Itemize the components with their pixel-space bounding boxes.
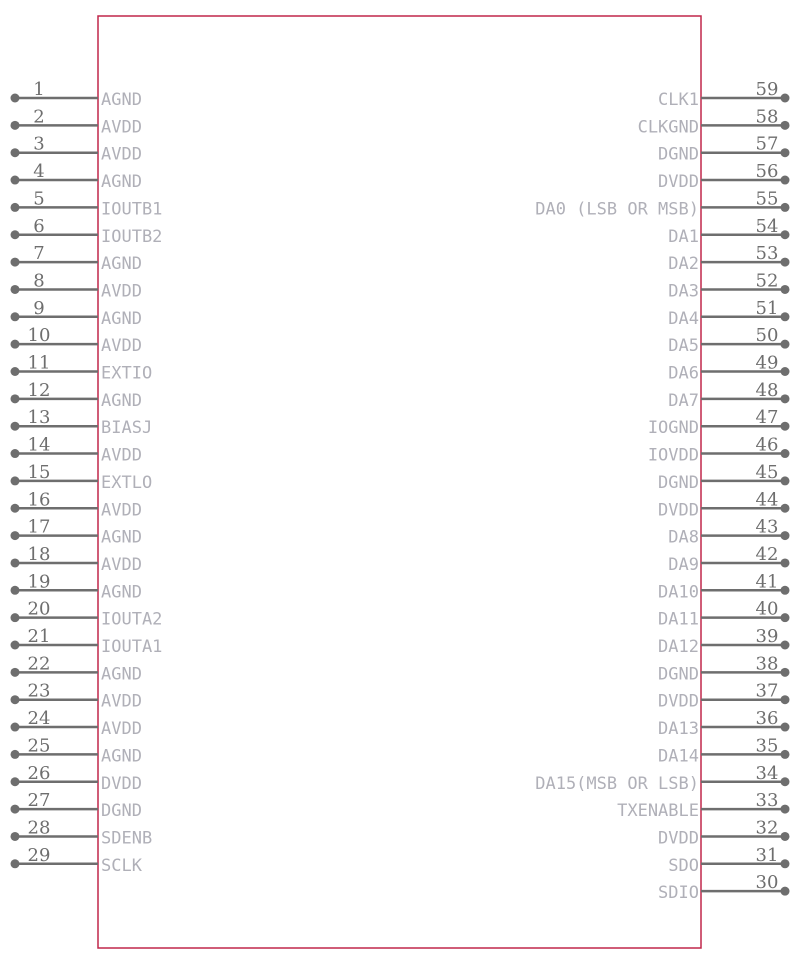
pin-terminal [781, 422, 790, 431]
pin-right-37 [658, 681, 789, 712]
pin-terminal [781, 668, 790, 677]
pin-right-31 [668, 845, 789, 876]
pin-left-3 [11, 134, 142, 165]
pin-terminal [781, 285, 790, 294]
pin-terminal [781, 695, 790, 704]
pin-left-6 [11, 216, 163, 247]
pin-number: 17 [27, 516, 51, 538]
pin-number: 21 [27, 626, 51, 647]
pin-number: 27 [27, 790, 51, 812]
pin-name: IOUTB2 [101, 226, 163, 247]
pin-name: AVDD [101, 691, 142, 712]
pin-terminal [781, 750, 790, 759]
pin-number: 32 [755, 817, 779, 839]
pin-terminal [781, 476, 790, 485]
pin-number: 18 [27, 543, 51, 565]
pin-terminal [11, 203, 20, 212]
pin-name: AGND [101, 746, 142, 767]
pin-number: 15 [27, 461, 51, 483]
pin-terminal [781, 94, 790, 103]
pin-left-21 [11, 626, 163, 657]
pin-name: DA6 [668, 363, 699, 384]
pin-name: DA9 [668, 554, 699, 575]
pin-name: IOUTA1 [101, 637, 163, 657]
pin-terminal [11, 258, 20, 267]
pin-left-5 [11, 188, 163, 219]
pin-name: IOUTB1 [101, 199, 163, 220]
pin-name: AVDD [101, 445, 142, 466]
pin-name: SDIO [658, 883, 699, 904]
pin-name: DVDD [658, 828, 699, 849]
pin-left-1 [11, 79, 142, 110]
pin-terminal [781, 394, 790, 403]
pin-name: DA12 [658, 637, 699, 657]
pin-number: 49 [755, 352, 779, 374]
pin-left-8 [11, 270, 142, 301]
pin-name: DA14 [658, 746, 699, 767]
pin-terminal [11, 695, 20, 704]
pin-right-43 [668, 517, 789, 548]
pin-number: 9 [33, 297, 45, 319]
pin-name: DGND [101, 801, 142, 822]
pin-name: AGND [101, 582, 142, 603]
pin-right-57 [658, 134, 789, 165]
pin-terminal [11, 750, 20, 759]
pin-name: AGND [101, 254, 142, 275]
pin-number: 33 [755, 790, 779, 812]
pin-name: SDENB [101, 828, 153, 849]
pin-terminal [781, 258, 790, 267]
pin-name: AVDD [101, 500, 142, 521]
pin-name: DA10 [658, 582, 699, 603]
pin-right-36 [658, 708, 789, 739]
pin-number: 56 [755, 161, 779, 183]
pin-name: EXTIO [101, 363, 153, 384]
pin-right-30 [658, 872, 789, 903]
pin-terminal [11, 859, 20, 868]
pin-number: 26 [27, 762, 51, 784]
pin-right-56 [658, 161, 789, 192]
pin-terminal [781, 449, 790, 458]
pin-right-51 [668, 298, 789, 329]
pin-left-4 [11, 161, 142, 192]
pin-number: 55 [755, 188, 779, 210]
pin-name: AGND [101, 390, 142, 411]
pin-left-9 [11, 298, 142, 329]
pin-name: AGND [101, 90, 142, 110]
pin-terminal [781, 203, 790, 212]
pin-terminal [781, 613, 790, 622]
pin-right-40 [658, 599, 789, 630]
pin-number: 53 [755, 243, 779, 265]
pin-name: DVDD [658, 172, 699, 193]
pin-name: DA11 [658, 609, 699, 630]
pin-terminal [781, 531, 790, 540]
pin-number: 22 [27, 653, 51, 675]
pin-terminal [781, 148, 790, 157]
pin-name: AVDD [101, 144, 142, 165]
pin-terminal [11, 230, 20, 239]
pin-left-14 [11, 435, 142, 466]
pin-name: SCLK [101, 855, 142, 876]
pin-number: 20 [27, 598, 51, 620]
pin-number: 43 [755, 516, 779, 538]
pin-name: DA15(MSB OR LSB) [535, 773, 699, 794]
pin-right-54 [668, 216, 789, 247]
pin-number: 58 [755, 106, 779, 128]
pin-number: 11 [27, 352, 51, 374]
pin-number: 54 [755, 215, 779, 237]
pin-right-52 [668, 270, 789, 301]
pin-left-16 [11, 489, 142, 520]
pin-right-41 [658, 571, 789, 602]
pin-right-58 [638, 106, 790, 137]
pin-terminal [781, 832, 790, 841]
pin-terminal [781, 805, 790, 814]
pin-name: DVDD [101, 773, 142, 794]
pin-number: 45 [755, 461, 779, 483]
pin-right-47 [648, 407, 790, 438]
pin-right-46 [648, 435, 790, 466]
pin-number: 38 [755, 653, 779, 675]
pin-terminal [781, 504, 790, 513]
pin-right-33 [617, 790, 789, 821]
pin-number: 14 [27, 434, 51, 456]
pin-terminal [11, 805, 20, 814]
pin-terminal [781, 859, 790, 868]
pin-terminal [11, 777, 20, 786]
pin-name: DGND [658, 472, 699, 493]
pin-terminal [11, 449, 20, 458]
pin-right-49 [668, 353, 789, 384]
pin-name: BIASJ [101, 418, 153, 439]
pin-left-15 [11, 462, 153, 493]
pin-number: 16 [27, 489, 51, 511]
pin-number: 5 [33, 188, 45, 210]
pin-right-35 [658, 735, 789, 766]
pin-name: DGND [658, 144, 699, 165]
pin-name: AVDD [101, 117, 142, 138]
pin-left-13 [11, 407, 153, 438]
pin-terminal [11, 641, 20, 650]
pin-name: AGND [101, 172, 142, 193]
pin-number: 3 [33, 133, 45, 155]
pin-name: DA1 [668, 226, 699, 247]
pin-name: AVDD [101, 336, 142, 357]
pin-terminal [11, 531, 20, 540]
pin-name: DGND [658, 664, 699, 685]
pin-number: 6 [33, 215, 45, 237]
pin-terminal [781, 777, 790, 786]
pin-left-22 [11, 653, 142, 684]
pin-left-27 [11, 790, 142, 821]
pin-name: DA2 [668, 254, 699, 275]
pin-left-11 [11, 353, 153, 384]
left-pin-group [11, 79, 163, 876]
pin-number: 29 [27, 844, 51, 866]
pin-name: DA3 [668, 281, 699, 302]
pin-terminal [781, 121, 790, 130]
pin-number: 51 [755, 297, 779, 319]
right-pin-group [535, 79, 789, 903]
pin-name: AGND [101, 664, 142, 685]
pin-left-10 [11, 325, 142, 356]
pin-name: TXENABLE [617, 801, 699, 822]
pin-terminal [11, 832, 20, 841]
pin-terminal [11, 121, 20, 130]
pin-number: 13 [27, 407, 51, 429]
pin-left-17 [11, 517, 142, 548]
component-body [98, 16, 701, 948]
pin-terminal [781, 176, 790, 185]
pin-name: CLK1 [658, 90, 699, 110]
pin-number: 44 [755, 489, 779, 511]
pin-name: AVDD [101, 554, 142, 575]
pin-left-2 [11, 106, 142, 137]
pin-number: 57 [755, 133, 779, 155]
pin-right-48 [668, 380, 789, 411]
pin-number: 2 [33, 106, 45, 128]
pin-terminal [11, 476, 20, 485]
pin-left-12 [11, 380, 142, 411]
pin-number: 31 [755, 844, 779, 866]
pin-name: DA13 [658, 719, 699, 740]
pin-name: IOVDD [647, 445, 699, 466]
pin-name: DVDD [658, 691, 699, 712]
pin-number: 52 [755, 270, 779, 292]
pin-number: 41 [755, 571, 779, 593]
pin-number: 12 [27, 379, 51, 401]
pin-right-44 [658, 489, 789, 520]
pin-left-7 [11, 243, 142, 274]
pin-name: AVDD [101, 719, 142, 740]
pin-terminal [11, 94, 20, 103]
pin-name: AGND [101, 527, 142, 548]
pin-number: 8 [33, 270, 45, 292]
pin-terminal [11, 367, 20, 376]
pin-terminal [11, 723, 20, 732]
pin-right-55 [535, 188, 789, 219]
pin-number: 1 [33, 79, 45, 100]
pin-terminal [781, 312, 790, 321]
pin-number: 37 [755, 680, 779, 702]
pin-right-42 [668, 544, 789, 575]
pin-terminal [11, 312, 20, 321]
pin-name: CLKGND [637, 117, 699, 138]
pin-number: 30 [755, 872, 779, 894]
pin-terminal [781, 723, 790, 732]
pin-name: DA0 (LSB OR MSB) [535, 199, 699, 220]
pin-number: 48 [755, 379, 779, 401]
pin-number: 4 [33, 161, 45, 183]
pin-number: 10 [27, 325, 51, 347]
pin-number: 47 [755, 407, 779, 429]
pin-left-19 [11, 571, 142, 602]
pin-name: DA5 [668, 336, 699, 357]
pin-terminal [781, 586, 790, 595]
pin-right-45 [658, 462, 789, 493]
pin-name: DVDD [658, 500, 699, 521]
pin-name: AVDD [101, 281, 142, 302]
pin-name: SDO [668, 855, 699, 876]
pin-number: 19 [27, 571, 51, 593]
pin-right-38 [658, 653, 789, 684]
pin-left-29 [11, 845, 143, 876]
pin-number: 23 [27, 680, 51, 702]
pin-terminal [11, 394, 20, 403]
pin-left-23 [11, 681, 142, 712]
pin-number: 35 [755, 735, 779, 757]
pin-right-59 [658, 79, 789, 110]
pin-left-20 [11, 599, 163, 630]
pin-right-50 [668, 325, 789, 356]
pin-terminal [11, 422, 20, 431]
pin-number: 24 [27, 708, 51, 730]
pin-right-39 [658, 626, 789, 657]
pin-right-53 [668, 243, 789, 274]
pin-number: 40 [755, 598, 779, 620]
pin-right-34 [535, 763, 789, 794]
pin-left-28 [11, 817, 153, 848]
pin-terminal [11, 586, 20, 595]
pin-left-24 [11, 708, 142, 739]
pin-terminal [11, 176, 20, 185]
pin-name: IOUTA2 [101, 609, 163, 630]
pin-terminal [11, 613, 20, 622]
pin-terminal [11, 668, 20, 677]
pin-terminal [781, 558, 790, 567]
pin-terminal [11, 340, 20, 349]
pin-name: AGND [101, 308, 142, 329]
pin-number: 42 [755, 543, 779, 565]
pin-terminal [11, 148, 20, 157]
pin-name: EXTLO [101, 472, 153, 493]
pin-number: 34 [755, 762, 779, 784]
pin-number: 7 [33, 243, 45, 265]
pin-terminal [11, 285, 20, 294]
pin-terminal [781, 230, 790, 239]
pin-number: 28 [27, 817, 51, 839]
pin-name: DA7 [668, 390, 699, 411]
pin-left-26 [11, 763, 142, 794]
pin-right-32 [658, 817, 789, 848]
pin-terminal [11, 504, 20, 513]
pin-name: IOGND [647, 418, 699, 439]
pin-terminal [11, 558, 20, 567]
pin-number: 25 [27, 735, 51, 757]
pin-left-25 [11, 735, 142, 766]
pin-number: 50 [755, 325, 779, 347]
pin-left-18 [11, 544, 142, 575]
pin-terminal [781, 340, 790, 349]
pin-name: DA4 [668, 308, 699, 329]
pin-terminal [781, 887, 790, 896]
pin-number: 39 [755, 626, 779, 647]
pin-number: 59 [755, 79, 779, 100]
pin-number: 36 [755, 708, 779, 730]
pin-terminal [781, 641, 790, 650]
pin-name: DA8 [668, 527, 699, 548]
pin-number: 46 [755, 434, 779, 456]
pin-terminal [781, 367, 790, 376]
